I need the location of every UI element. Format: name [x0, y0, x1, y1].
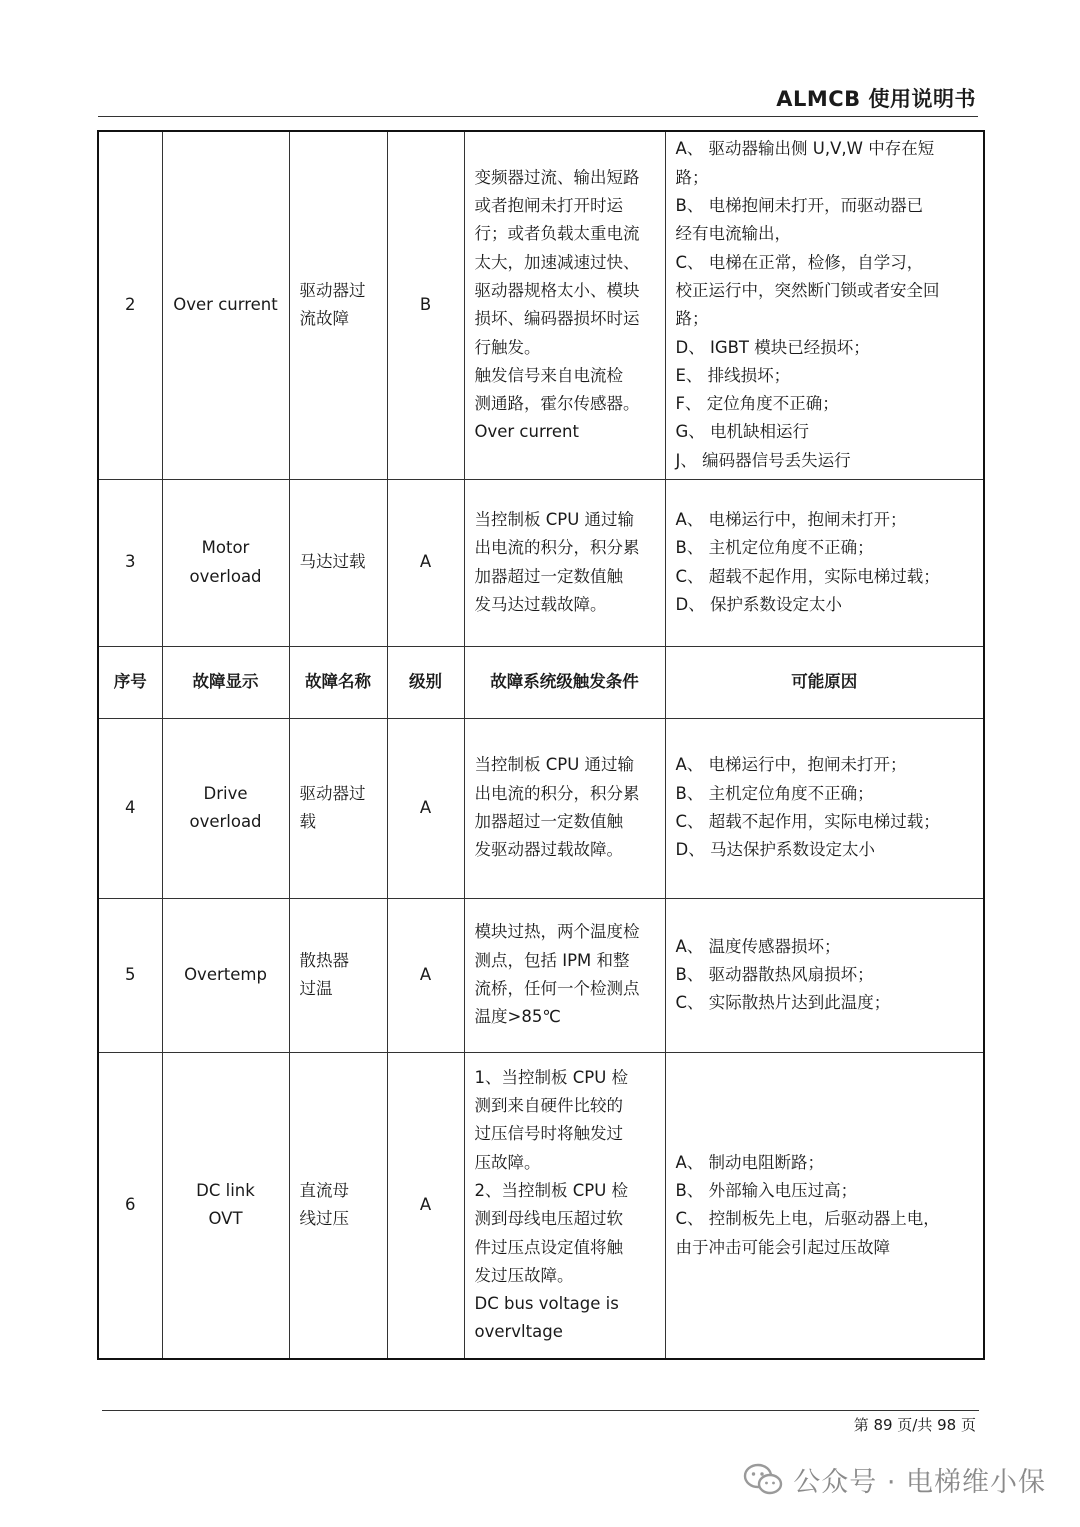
- fault-number-line: 6: [125, 1195, 136, 1215]
- fault-display-line: Overtemp: [184, 964, 267, 984]
- column-header: 可能原因: [665, 646, 984, 718]
- trigger-condition-line: 变频器过流、输出短路: [474, 167, 640, 187]
- fault-display: [162, 898, 289, 1052]
- possible-causes: [665, 479, 984, 646]
- possible-causes-line: J、 编码器信号丢失运行: [675, 450, 851, 470]
- fault-display-line: overload: [189, 812, 262, 831]
- fault-display-line: Over current: [173, 295, 278, 315]
- possible-causes: [665, 718, 984, 898]
- column-header: 故障显示: [162, 646, 289, 718]
- fault-name-line: 直流母: [299, 1180, 349, 1200]
- table-header-row: [98, 646, 984, 718]
- fault-grade-line: A: [419, 964, 432, 984]
- trigger-condition-line: 发过压故障。: [474, 1265, 574, 1285]
- fault-name: [289, 718, 387, 898]
- trigger-condition-line: 1、当控制板 CPU 检: [474, 1067, 629, 1087]
- possible-causes-line: 路；: [675, 167, 709, 187]
- fault-name: [289, 898, 387, 1052]
- possible-causes-line: A、 驱动器输出侧 U,V,W 中存在短: [675, 139, 935, 159]
- fault-grade: [387, 479, 464, 646]
- fault-number: [98, 131, 162, 479]
- fault-number: [98, 1052, 162, 1359]
- trigger-condition-line: 2、当控制板 CPU 检: [474, 1180, 629, 1200]
- fault-display-line: DC link: [196, 1180, 255, 1200]
- trigger-condition-line: 加器超过一定数值触: [474, 566, 623, 586]
- column-header: 故障系统级触发条件: [464, 646, 665, 718]
- trigger-condition-line: 测到母线电压超过软: [474, 1209, 623, 1229]
- possible-causes-line: A、 温度传感器损坏；: [675, 936, 841, 956]
- trigger-condition-line: 损坏、编码器损坏时运: [474, 309, 640, 329]
- possible-causes-line: C、 超载不起作用，实际电梯过载；: [675, 812, 940, 831]
- column-header: 序号: [98, 646, 162, 718]
- fault-name-line: 过温: [299, 979, 333, 998]
- trigger-condition-line: 件过压点设定值将触: [474, 1237, 623, 1257]
- fault-number-line: 2: [125, 295, 136, 315]
- possible-causes-line: B、 电梯抱闸未打开，而驱动器已: [675, 196, 924, 216]
- trigger-condition-line: 或者抱闸未打开时运: [474, 196, 623, 216]
- trigger-condition: [464, 1052, 665, 1359]
- fault-name-line: 马达过载: [299, 552, 366, 572]
- possible-causes-line: D、 保护系数设定太小: [675, 594, 842, 614]
- fault-name-line: 散热器: [299, 950, 349, 970]
- fault-display: [162, 1052, 289, 1359]
- possible-causes-line: A、 电梯运行中，抱闸未打开；: [675, 509, 907, 529]
- fault-name-line: 驱动器过: [299, 280, 366, 300]
- fault-display-line: Motor: [201, 538, 250, 558]
- possible-causes-line: B、 驱动器散热风扇损坏；: [675, 964, 874, 984]
- trigger-condition-line: 模块过热，两个温度检: [474, 922, 640, 942]
- column-header: 故障名称: [289, 646, 387, 718]
- header-divider: [98, 116, 978, 117]
- watermark-text: 公众号 · 电梯维小保: [793, 1467, 1046, 1498]
- trigger-condition-line: DC bus voltage is: [474, 1294, 619, 1314]
- fault-grade-line: B: [419, 295, 432, 315]
- possible-causes-line: E、 排线损坏；: [675, 365, 791, 385]
- trigger-condition: [464, 898, 665, 1052]
- possible-causes-line: C、 超载不起作用，实际电梯过载；: [675, 566, 940, 586]
- possible-causes-line: C、 电梯在正常，检修，自学习，: [675, 252, 924, 272]
- fault-grade-line: A: [419, 552, 432, 572]
- fault-display: [162, 479, 289, 646]
- watermark: [743, 1460, 1046, 1499]
- fault-display-line: overload: [189, 566, 262, 586]
- fault-number: [98, 718, 162, 898]
- trigger-condition-line: 加器超过一定数值触: [474, 812, 623, 831]
- trigger-condition-line: 测点，包括 IPM 和整: [474, 950, 630, 970]
- possible-causes-line: C、 控制板先上电，后驱动器上电，: [675, 1209, 940, 1229]
- fault-name: [289, 1052, 387, 1359]
- fault-number: [98, 479, 162, 646]
- possible-causes-line: G、 电机缺相运行: [675, 422, 810, 442]
- fault-table: [97, 130, 985, 1360]
- trigger-condition: [464, 131, 665, 479]
- trigger-condition-line: 当控制板 CPU 通过输: [474, 755, 635, 775]
- footer-divider: [102, 1410, 979, 1411]
- trigger-condition-line: 过压信号时将触发过: [474, 1124, 623, 1144]
- table-row: [98, 131, 984, 479]
- trigger-condition-line: 测通路，霍尔传感器。: [474, 394, 640, 414]
- fault-grade: [387, 898, 464, 1052]
- column-header: 级别: [387, 646, 464, 718]
- possible-causes-line: B、 主机定位角度不正确；: [675, 538, 874, 558]
- fault-name-line: 载: [299, 812, 316, 831]
- trigger-condition-line: 当控制板 CPU 通过输: [474, 509, 635, 529]
- trigger-condition-line: 行；或者负载太重电流: [474, 224, 640, 244]
- fault-display: [162, 131, 289, 479]
- possible-causes: [665, 131, 984, 479]
- possible-causes-line: A、 电梯运行中，抱闸未打开；: [675, 755, 907, 775]
- trigger-condition-line: 出电流的积分，积分累: [474, 538, 640, 558]
- trigger-condition: [464, 479, 665, 646]
- fault-number-line: 4: [125, 797, 136, 817]
- trigger-condition-line: 测到来自硬件比较的: [474, 1096, 623, 1116]
- fault-name-line: 驱动器过: [299, 783, 366, 803]
- fault-number-line: 3: [125, 552, 136, 572]
- trigger-condition-line: 压故障。: [474, 1152, 541, 1172]
- possible-causes-line: B、 外部输入电压过高；: [675, 1180, 858, 1200]
- table-row: [98, 898, 984, 1052]
- table-row: [98, 1052, 984, 1359]
- table-row: [98, 718, 984, 898]
- wechat-icon: [743, 1463, 783, 1497]
- possible-causes-line: D、 IGBT 模块已经损坏；: [675, 337, 870, 357]
- possible-causes-line: C、 实际散热片达到此温度；: [675, 993, 891, 1013]
- trigger-condition-line: 太大，加速减速过快、: [474, 252, 640, 272]
- trigger-condition-line: 出电流的积分，积分累: [474, 783, 640, 803]
- trigger-condition-line: 行触发。: [474, 337, 541, 357]
- possible-causes-line: 经有电流输出，: [675, 224, 791, 244]
- fault-grade: [387, 1052, 464, 1359]
- page-number: 第 89 页/共 98 页: [853, 1416, 976, 1434]
- possible-causes-line: 校正运行中，突然断门锁或者安全回: [675, 280, 940, 300]
- fault-grade: [387, 131, 464, 479]
- fault-number: [98, 898, 162, 1052]
- fault-display-line: OVT: [208, 1209, 243, 1229]
- trigger-condition-line: Over current: [474, 422, 579, 442]
- fault-display: [162, 718, 289, 898]
- trigger-condition-line: 温度>85℃: [474, 1007, 561, 1027]
- possible-causes-line: A、 制动电阻断路；: [675, 1152, 825, 1172]
- trigger-condition-line: 驱动器规格太小、模块: [474, 280, 640, 300]
- trigger-condition-line: 流桥，任何一个检测点: [474, 979, 640, 998]
- trigger-condition-line: 发驱动器过载故障。: [474, 840, 623, 860]
- possible-causes-line: 由于冲击可能会引起过压故障: [675, 1237, 890, 1257]
- trigger-condition: [464, 718, 665, 898]
- fault-display-line: Drive: [203, 783, 248, 803]
- table-row: [98, 479, 984, 646]
- fault-grade: [387, 718, 464, 898]
- possible-causes-line: D、 马达保护系数设定太小: [675, 840, 875, 860]
- possible-causes: [665, 898, 984, 1052]
- trigger-condition-line: 触发信号来自电流检: [474, 365, 623, 385]
- trigger-condition-line: 发马达过载故障。: [474, 594, 607, 614]
- fault-name: [289, 479, 387, 646]
- fault-grade-line: A: [419, 797, 432, 817]
- possible-causes-line: F、 定位角度不正确；: [675, 394, 839, 414]
- fault-grade-line: A: [419, 1195, 432, 1215]
- fault-name-line: 流故障: [299, 309, 349, 329]
- document-title: ALMCB 使用说明书: [776, 87, 976, 111]
- possible-causes: [665, 1052, 984, 1359]
- fault-name-line: 线过压: [299, 1209, 349, 1229]
- possible-causes-line: 路；: [675, 309, 709, 329]
- trigger-condition-line: overvltage: [474, 1322, 563, 1342]
- possible-causes-line: B、 主机定位角度不正确；: [675, 783, 874, 803]
- fault-name: [289, 131, 387, 479]
- fault-number-line: 5: [125, 964, 136, 984]
